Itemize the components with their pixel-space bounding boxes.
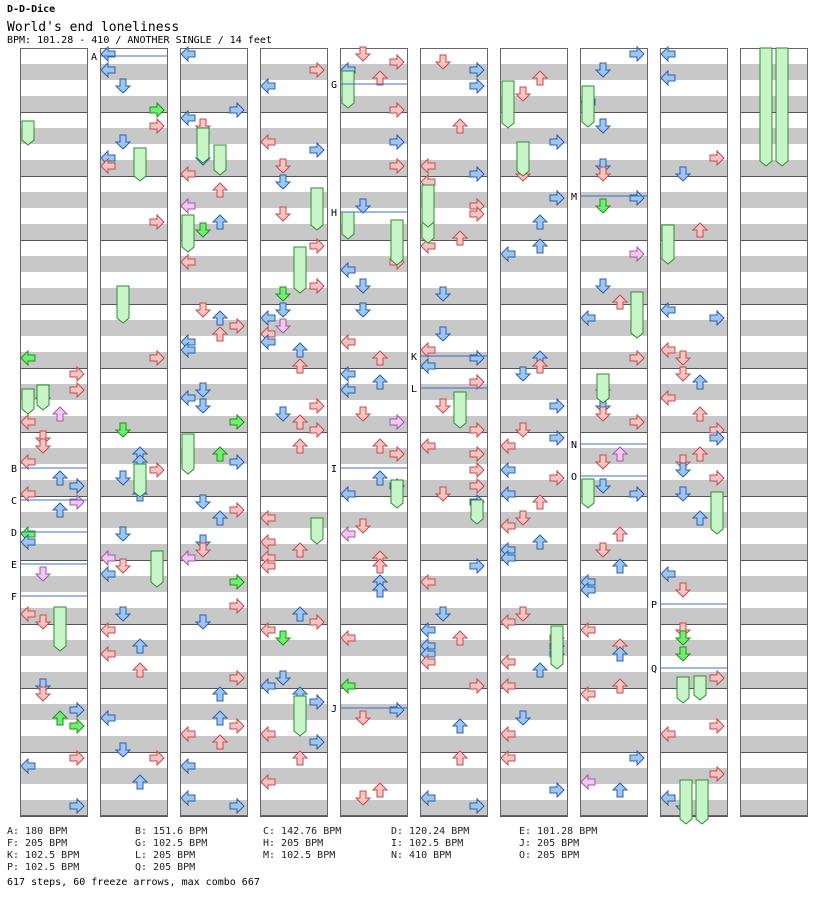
beat-stripe	[420, 128, 488, 144]
beat-stripe	[260, 576, 328, 592]
beat-stripe	[340, 352, 408, 368]
beat-stripe	[580, 128, 648, 144]
beat-stripe	[740, 672, 808, 688]
beat-stripe	[740, 256, 808, 272]
beat-stripe	[20, 160, 88, 176]
beat-stripe	[420, 544, 488, 560]
beat-stripe	[420, 704, 488, 720]
beat-stripe	[660, 448, 728, 464]
bpm-legend-entry: H: 205 BPM	[263, 838, 324, 849]
beat-stripe	[20, 320, 88, 336]
beat-stripe	[180, 736, 248, 752]
freeze-arrow	[631, 292, 643, 338]
freeze-arrow	[582, 479, 594, 508]
beat-stripe	[740, 576, 808, 592]
beat-stripe	[20, 288, 88, 304]
beat-stripe	[580, 800, 648, 816]
freeze-arrow	[502, 81, 514, 128]
freeze-arrow	[776, 48, 788, 166]
bpm-marker-label: M	[571, 192, 578, 203]
beat-stripe	[20, 192, 88, 208]
freeze-arrow	[54, 607, 66, 651]
song-artist: D-D-Dice	[7, 4, 56, 15]
freeze-arrow	[582, 86, 594, 127]
beat-stripe	[740, 224, 808, 240]
beat-stripe	[260, 96, 328, 112]
freeze-arrow	[342, 71, 354, 108]
beat-stripe	[340, 608, 408, 624]
beat-stripe	[580, 608, 648, 624]
freeze-arrow	[391, 480, 403, 508]
bpm-legend-entry: Q: 205 BPM	[135, 862, 196, 873]
bpm-marker-label: D	[11, 528, 18, 539]
beat-stripe	[100, 256, 168, 272]
bpm-marker-label: H	[331, 208, 338, 219]
beat-stripe	[660, 544, 728, 560]
beat-stripe	[420, 256, 488, 272]
beat-stripe	[660, 192, 728, 208]
bpm-legend-entry: M: 102.5 BPM	[263, 850, 336, 861]
freeze-arrow	[471, 500, 483, 524]
beat-stripe	[340, 288, 408, 304]
beat-stripe	[580, 704, 648, 720]
beat-stripe	[660, 608, 728, 624]
beat-stripe	[20, 512, 88, 528]
beat-stripe	[580, 384, 648, 400]
beat-stripe	[740, 416, 808, 432]
chart-column	[580, 48, 648, 817]
bpm-marker-label: F	[11, 592, 18, 603]
bpm-legend-entry: J: 205 BPM	[519, 838, 580, 849]
song-info: BPM: 101.28 - 410 / ANOTHER SINGLE / 14 feet	[7, 35, 272, 46]
beat-stripe	[420, 608, 488, 624]
beat-stripe	[180, 352, 248, 368]
beat-stripe	[500, 448, 568, 464]
freeze-arrow	[517, 142, 529, 176]
freeze-arrow	[422, 185, 434, 227]
beat-stripe	[420, 288, 488, 304]
beat-stripe	[100, 416, 168, 432]
beat-stripe	[740, 96, 808, 112]
freeze-arrow	[711, 492, 723, 534]
beat-stripe	[20, 96, 88, 112]
freeze-arrow	[677, 677, 689, 703]
bpm-legend-entry: I: 102.5 BPM	[391, 838, 464, 849]
beat-stripe	[740, 768, 808, 784]
beat-stripe	[20, 64, 88, 80]
bpm-legend-entry: P: 102.5 BPM	[7, 862, 80, 873]
bpm-legend-entry: N: 410 BPM	[391, 850, 452, 861]
beat-stripe	[740, 128, 808, 144]
beat-stripe	[660, 640, 728, 656]
bpm-legend-entry: E: 101.28 BPM	[519, 826, 598, 837]
beat-stripe	[180, 288, 248, 304]
bpm-marker-label: Q	[651, 664, 658, 675]
beat-stripe	[660, 800, 728, 816]
beat-stripe	[100, 736, 168, 752]
beat-stripe	[580, 512, 648, 528]
beat-stripe	[580, 160, 648, 176]
bpm-legend-entry: D: 120.24 BPM	[391, 826, 470, 837]
beat-stripe	[100, 672, 168, 688]
beat-stripe	[740, 640, 808, 656]
freeze-arrow	[391, 220, 403, 265]
beat-stripe	[20, 256, 88, 272]
beat-stripe	[20, 544, 88, 560]
beat-stripe	[20, 576, 88, 592]
freeze-arrow	[22, 121, 34, 145]
beat-stripe	[420, 736, 488, 752]
beat-stripe	[740, 800, 808, 816]
chart-column	[740, 48, 808, 817]
beat-stripe	[420, 768, 488, 784]
chart-summary: 617 steps, 60 freeze arrows, max combo 667	[7, 877, 260, 888]
freeze-arrow	[197, 128, 209, 163]
beat-stripe	[660, 96, 728, 112]
freeze-arrow	[694, 676, 706, 700]
beat-stripe	[740, 608, 808, 624]
beat-stripe	[500, 576, 568, 592]
bpm-marker-label: O	[571, 472, 578, 483]
bpm-marker-label: E	[11, 560, 18, 571]
freeze-arrow	[182, 434, 194, 474]
beat-stripe	[180, 768, 248, 784]
freeze-arrow	[760, 48, 772, 166]
beat-stripe	[340, 640, 408, 656]
beat-stripe	[100, 384, 168, 400]
beat-stripe	[260, 384, 328, 400]
bpm-marker-label: K	[411, 352, 418, 363]
beat-stripe	[740, 448, 808, 464]
beat-stripe	[180, 480, 248, 496]
beat-stripe	[260, 800, 328, 816]
freeze-arrow	[134, 148, 146, 181]
freeze-arrow	[22, 389, 34, 414]
beat-stripe	[100, 288, 168, 304]
beat-stripe	[500, 320, 568, 336]
bpm-marker-label: N	[571, 440, 578, 451]
bpm-marker-label: P	[651, 600, 658, 611]
freeze-arrow	[37, 385, 49, 410]
freeze-arrow	[294, 247, 306, 293]
beat-stripe	[740, 544, 808, 560]
beat-stripe	[100, 192, 168, 208]
beat-stripe	[500, 384, 568, 400]
bpm-marker-label: L	[411, 384, 418, 395]
freeze-arrow	[454, 392, 466, 428]
beat-stripe	[260, 480, 328, 496]
beat-stripe	[660, 736, 728, 752]
bpm-marker-label: A	[91, 52, 98, 63]
freeze-arrow	[117, 286, 129, 323]
bpm-marker-label: C	[11, 496, 18, 507]
beat-stripe	[580, 64, 648, 80]
beat-stripe	[500, 736, 568, 752]
beat-stripe	[100, 512, 168, 528]
beat-stripe	[420, 96, 488, 112]
freeze-arrow	[342, 212, 354, 239]
freeze-arrow	[214, 145, 226, 175]
beat-stripe	[580, 544, 648, 560]
beat-stripe	[660, 288, 728, 304]
bpm-marker-label: B	[11, 464, 18, 475]
beat-stripe	[100, 320, 168, 336]
freeze-arrow	[551, 626, 563, 669]
beat-stripe	[740, 192, 808, 208]
beat-stripe	[740, 736, 808, 752]
beat-stripe	[740, 160, 808, 176]
bpm-legend-entry: A: 180 BPM	[7, 826, 68, 837]
beat-stripe	[180, 640, 248, 656]
beat-stripe	[660, 704, 728, 720]
chart-column	[20, 48, 88, 817]
freeze-arrow	[294, 696, 306, 736]
beat-stripe	[580, 736, 648, 752]
bpm-marker-label: G	[331, 80, 338, 91]
beat-stripe	[500, 800, 568, 816]
beat-stripe	[740, 384, 808, 400]
beat-stripe	[340, 320, 408, 336]
beat-stripe	[20, 224, 88, 240]
beat-stripe	[500, 416, 568, 432]
beat-stripe	[740, 288, 808, 304]
bpm-legend-entry: C: 142.76 BPM	[263, 826, 342, 837]
freeze-arrow	[311, 518, 323, 544]
freeze-arrow	[597, 374, 609, 403]
beat-stripe	[20, 768, 88, 784]
beat-stripe	[100, 800, 168, 816]
freeze-arrow	[134, 464, 146, 497]
beat-stripe	[260, 448, 328, 464]
bpm-marker-label: J	[331, 704, 338, 715]
song-title: World's end loneliness	[7, 20, 180, 35]
beat-stripe	[340, 768, 408, 784]
beat-stripe	[20, 736, 88, 752]
bpm-legend-entry: B: 151.6 BPM	[135, 826, 208, 837]
bpm-legend-entry: F: 205 BPM	[7, 838, 68, 849]
beat-stripe	[100, 608, 168, 624]
beat-stripe	[660, 576, 728, 592]
bpm-legend-entry: L: 205 BPM	[135, 850, 196, 861]
beat-stripe	[420, 320, 488, 336]
bpm-legend-entry: K: 102.5 BPM	[7, 850, 80, 861]
freeze-arrow	[311, 188, 323, 230]
beat-stripe	[740, 480, 808, 496]
freeze-arrow	[696, 780, 708, 824]
beat-stripe	[500, 768, 568, 784]
beat-stripe	[500, 704, 568, 720]
beat-stripe	[580, 448, 648, 464]
beat-stripe	[340, 512, 408, 528]
beat-stripe	[740, 512, 808, 528]
beat-stripe	[260, 160, 328, 176]
freeze-arrow	[182, 215, 194, 252]
beat-stripe	[660, 128, 728, 144]
beat-stripe	[740, 704, 808, 720]
beat-stripe	[500, 224, 568, 240]
beat-stripe	[180, 64, 248, 80]
bpm-marker-label: I	[331, 464, 338, 475]
beat-stripe	[340, 192, 408, 208]
beat-stripe	[740, 64, 808, 80]
beat-stripe	[500, 256, 568, 272]
beat-stripe	[340, 800, 408, 816]
beat-stripe	[740, 320, 808, 336]
beat-stripe	[740, 352, 808, 368]
beat-stripe	[660, 352, 728, 368]
bpm-legend-entry: G: 102.5 BPM	[135, 838, 208, 849]
beat-stripe	[500, 288, 568, 304]
freeze-arrow	[151, 551, 163, 587]
beat-stripe	[580, 224, 648, 240]
beat-stripe	[500, 160, 568, 176]
freeze-arrow	[680, 780, 692, 824]
beat-stripe	[340, 736, 408, 752]
beat-stripe	[180, 128, 248, 144]
freeze-arrow	[662, 225, 674, 264]
beat-stripe	[260, 640, 328, 656]
beat-stripe	[20, 672, 88, 688]
bpm-legend-entry: O: 205 BPM	[519, 850, 580, 861]
